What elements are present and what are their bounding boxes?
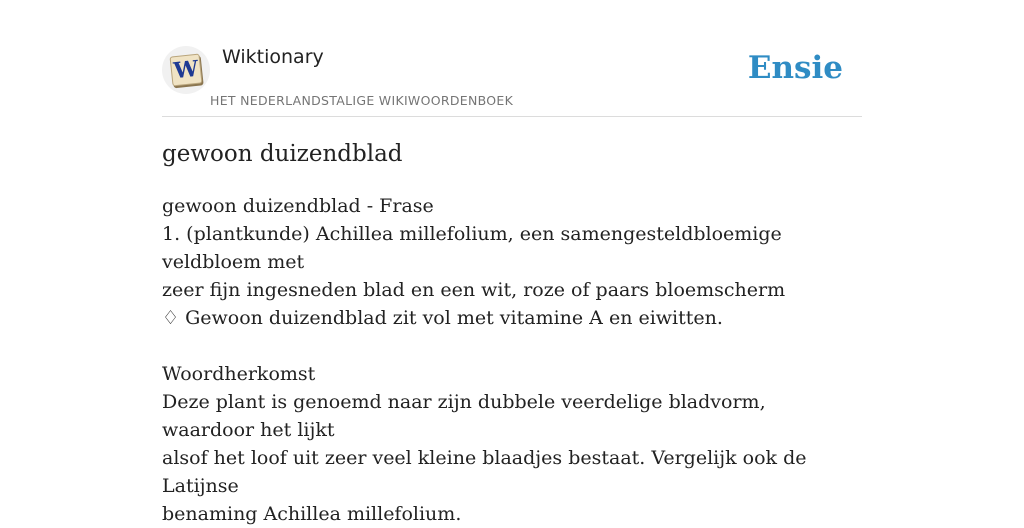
definition-line: zeer fijn ingesneden blad en een wit, roze of paars bloemscherm	[162, 279, 786, 301]
etymology-heading: Woordherkomst	[162, 363, 316, 385]
site-name[interactable]: Wiktionary	[222, 46, 324, 68]
logo-tile: W	[170, 54, 203, 87]
definition-line: 1. (plantkunde) Achillea millefolium, een samengesteldbloemige veldbloem met	[162, 223, 782, 273]
etymology-line: Deze plant is genoemd naar zijn dubbele veerdelige bladvorm, waardoor het lijkt	[162, 391, 766, 441]
site-tagline: HET NEDERLANDSTALIGE WIKIWOORDENBOEK	[210, 93, 514, 108]
section-spacer	[162, 332, 862, 360]
entry-content	[162, 192, 862, 528]
etymology-line: alsof het loof uit zeer veel kleine blaadjes bestaat. Vergelijk ook de Latijnse	[162, 447, 807, 497]
wiktionary-logo-icon[interactable]	[162, 46, 210, 94]
entry-headline: gewoon duizendblad - Frase	[162, 195, 434, 217]
page-title: gewoon duizendblad	[162, 141, 403, 167]
ensie-logo-link[interactable]: Ensie	[747, 50, 843, 86]
example-sentence: ♢ Gewoon duizendblad zit vol met vitamine A en eiwitten.	[162, 307, 723, 329]
etymology-line: benaming Achillea millefolium.	[162, 503, 462, 525]
site-header	[162, 44, 862, 117]
